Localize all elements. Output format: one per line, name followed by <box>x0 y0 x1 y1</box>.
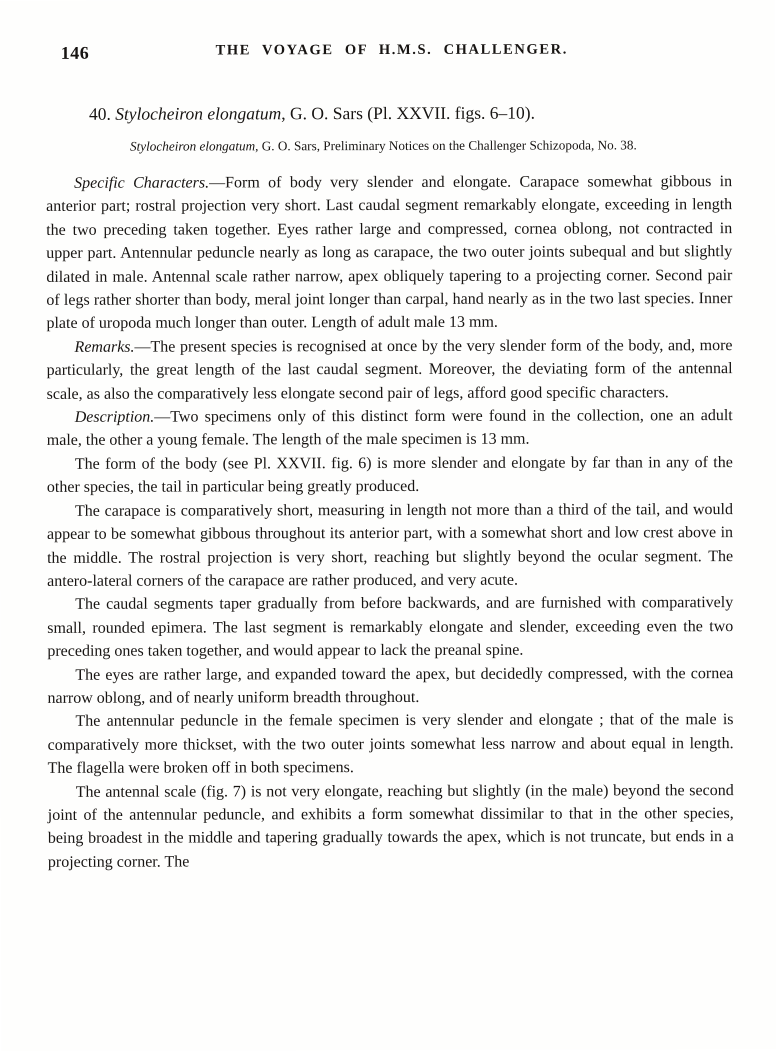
paragraph-text: —The present species is recognised at once by the very slender form of the body, and, more particularly, the great length of the last caudal segment. Moreover, the deviating form of the antennal scale, as also the comparatively less elongate second pair of legs, afford good specific characters. <box>47 337 733 403</box>
paragraph-antennular-peduncle <box>47 708 733 780</box>
body-text <box>46 170 734 874</box>
citation-line <box>130 137 745 155</box>
page-header <box>0 41 775 67</box>
paragraph-antennal-scale <box>48 779 734 874</box>
paragraph-text: The antennular peduncle in the female specimen is very slender and elongate ; that of the male is comparatively more thickset, with the two outer joints somewhat less narrow and about equal in length. The flagella were broken off in both specimens. <box>48 711 734 777</box>
species-heading-name: Stylocheiron elongatum <box>115 103 281 123</box>
paragraph-lead: Remarks. <box>75 339 135 356</box>
paragraph-eyes <box>47 662 733 711</box>
paragraph-lead: Description. <box>75 409 155 426</box>
running-head: THE VOYAGE OF H.M.S. CHALLENGER. <box>0 41 775 60</box>
paragraph-text: The carapace is comparatively short, measuring in length not more than a third of the tail, and would appear to be somewhat gibbous throughout its anterior part, with a somewhat short and low crest above in the middle. The rostral projection is very short, reaching but slightly beyond the ocular segment. The antero-lateral corners of the carapace are rather produced, and very acute. <box>47 501 733 590</box>
paragraph-remarks <box>47 334 733 406</box>
paragraph-caudal-segments <box>47 591 733 663</box>
paragraph-text: The eyes are rather large, and expanded toward the apex, but decidedly compressed, with the cornea narrow oblong, and of nearly uniform breadth throughout. <box>47 665 733 707</box>
species-heading-rest: , G. O. Sars (Pl. XXVII. figs. 6–10). <box>281 103 535 124</box>
paragraph-text: The caudal segments taper gradually from before backwards, and are furnished with comparatively small, rounded epimera. The last segment is remarkably elongate and slender, exceeding even the two preceding ones taken together, and would appear to lack the preanal spine. <box>47 594 733 660</box>
citation-species-name: Stylocheiron elongatum <box>130 138 255 153</box>
paragraph-text: The form of the body (see Pl. XXVII. fig. 6) is more slender and elongate by far than in any of the other species, the tail in particular being greatly produced. <box>47 454 733 496</box>
citation-rest: , G. O. Sars, Preliminary Notices on the Challenger Schizopoda, No. 38. <box>255 137 637 153</box>
page-number: 146 <box>61 43 90 64</box>
paragraph-lead: Specific Characters. <box>74 174 209 191</box>
paragraph-text: —Form of body very slender and elongate. Carapace somewhat gibbous in anterior part; rostral projection very short. Last caudal segment remarkably elongate, exceeding in length the two preceding taken together. Eyes rather large and compressed, cornea oblong, not contracted in upper part. Antennular peduncle nearly as long as carapace, the two outer joints subequal and but slightly dilated in male. Antennal scale rather narrow, apex obliquely tapering to a projecting corner. Second pair of legs rather shorter than body, meral joint longer than carpal, hand nearly as in the two last species. Inner plate of uropoda much longer than outer. Length of adult male 13 mm. <box>46 173 732 332</box>
species-heading-index: 40. <box>89 104 111 124</box>
paragraph-text: The antennal scale (fig. 7) is not very elongate, reaching but slightly (in the male) beyond the second joint of the antennular peduncle, and exhibits a form somewhat dissimilar to that in the other species, being broadest in the middle and tapering gradually towards the apex, which is not truncate, but ends in a projecting corner. The <box>48 782 734 871</box>
paragraph-body-form <box>47 451 733 500</box>
paragraph-specific-characters <box>46 170 732 336</box>
species-heading <box>89 102 735 125</box>
paragraph-description <box>47 404 733 453</box>
paragraph-carapace <box>47 498 733 593</box>
paragraph-text: —Two specimens only of this distinct form were found in the collection, one an adult male, the other a young female. The length of the male specimen is 13 mm. <box>47 407 733 449</box>
